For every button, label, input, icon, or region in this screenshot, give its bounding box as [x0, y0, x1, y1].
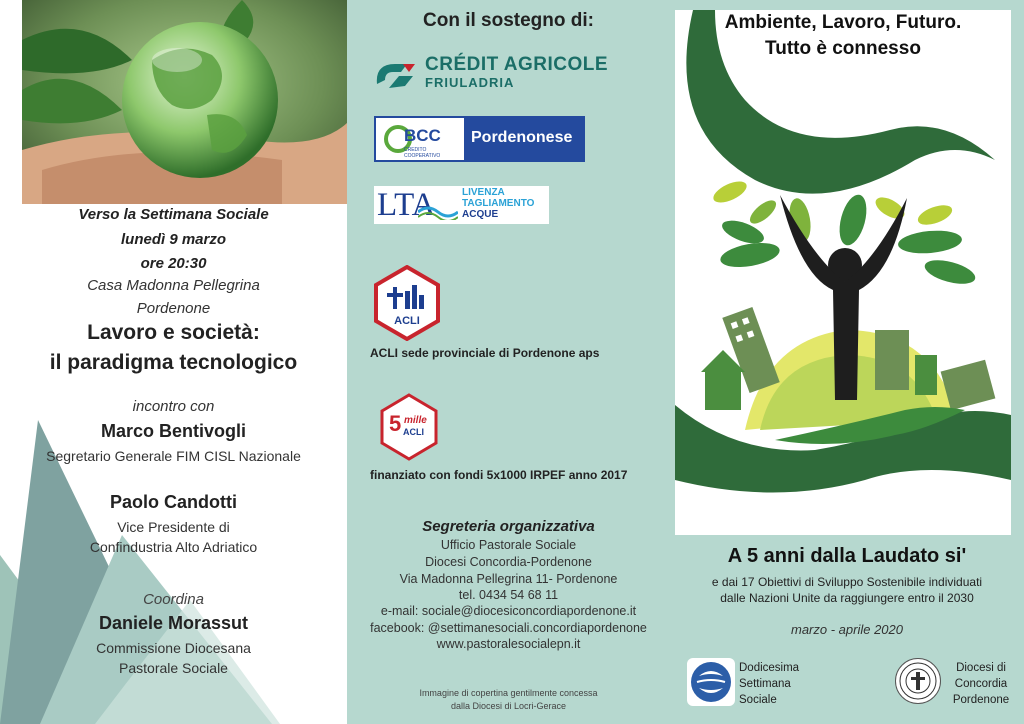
- diocesi-text: [946, 660, 1016, 708]
- credit-agricole-name: CRÉDIT AGRICOLE: [425, 54, 609, 75]
- credit-agricole-logo: [373, 52, 643, 94]
- acli-logo: [374, 265, 440, 341]
- acli-caption: ACLI sede provinciale di Pordenone aps: [370, 346, 600, 360]
- diocesi-line1: Diocesi di: [956, 662, 1006, 674]
- lta-text: LTA: [377, 187, 436, 223]
- event-city: Pordenone: [136, 300, 211, 317]
- diocesi-seal-logo: [895, 658, 941, 704]
- event-title-line1: Lavoro e società:: [87, 321, 260, 344]
- acli-badge-text: ACLI: [394, 315, 420, 327]
- bcc-logo-white: [376, 118, 464, 160]
- cover-artwork: [675, 10, 1011, 535]
- five-mille-word: mille: [404, 415, 427, 426]
- event-place: Casa Madonna Pellegrina: [87, 277, 260, 294]
- event-title-line2: il paradigma tecnologico: [49, 351, 298, 374]
- secretary-title: Segreteria organizzativa: [422, 518, 595, 535]
- five-mille-caption: finanziato con fondi 5x1000 IRPEF anno 2017: [370, 468, 628, 482]
- description-line1: e dai 17 Obiettivi di Sviluppo Sostenibile individuati: [711, 575, 983, 589]
- bcc-sub: CREDITO COOPERATIVO: [404, 147, 441, 159]
- middle-panel: [347, 0, 670, 724]
- speaker-2-name: Paolo Candotti: [110, 492, 237, 512]
- intro-text: Verso la Settimana Sociale: [78, 206, 269, 223]
- settimana-sociale-icon: [687, 658, 735, 706]
- settimana-sociale-text: [739, 660, 799, 708]
- diocesi-line3: Pordenone: [952, 694, 1010, 706]
- speaker-1-role: Segretario Generale FIM CISL Nazionale: [46, 448, 301, 464]
- secretary-line-4: tel. 0434 54 68 11: [458, 588, 559, 602]
- lta-line3: ACQUE: [462, 209, 499, 220]
- bcc-name: Pordenonese: [471, 129, 573, 146]
- cover-photo-globe: [22, 0, 347, 204]
- sponsor-heading: Con il sostegno di:: [423, 10, 594, 31]
- lta-line2: TAGLIAMENTO: [462, 198, 535, 209]
- settimana-sociale-line1: Dodicesima: [739, 662, 800, 674]
- diocesi-seal-icon: [896, 659, 940, 703]
- image-credit-line1: Immagine di copertina gentilmente concessa: [419, 688, 598, 698]
- credit-agricole-sub: FRIULADRIA: [425, 75, 515, 90]
- coordinator-name: Daniele Morassut: [98, 613, 249, 633]
- secretary-line-1: Ufficio Pastorale Sociale: [440, 538, 577, 552]
- speaker-2-role-line1: Vice Presidente di: [117, 519, 230, 535]
- speaker-2-role-line2: Confindustria Alto Adriatico: [89, 539, 258, 555]
- subtitle: A 5 anni dalla Laudato si': [727, 545, 967, 567]
- left-panel: [0, 0, 347, 724]
- right-panel: [670, 0, 1024, 724]
- secretary-line-2: Diocesi Concordia-Pordenone: [425, 555, 592, 569]
- five-mille-num: 5: [389, 411, 402, 436]
- lta-logo: [374, 186, 549, 224]
- secretary-website: www.pastoralesocialepn.it: [436, 637, 581, 651]
- meeting-with-label: incontro con: [132, 398, 215, 415]
- bcc-logo: [374, 116, 585, 162]
- headline-line1: Ambiente, Lavoro, Futuro.: [724, 12, 962, 33]
- lta-wave-icon: [418, 204, 458, 220]
- bcc-text: BCC: [404, 126, 441, 145]
- secretary-facebook: facebook: @settimanesociali.concordiapordenone: [370, 621, 647, 635]
- settimana-sociale-logo: [687, 658, 735, 706]
- event-time: ore 20:30: [140, 255, 207, 272]
- environment-illustration: [675, 10, 1011, 535]
- event-period: marzo - aprile 2020: [791, 622, 903, 637]
- lta-line1: LIVENZA: [462, 187, 505, 198]
- diocesi-line2: Concordia: [954, 678, 1008, 690]
- event-date: lunedì 9 marzo: [120, 231, 227, 248]
- settimana-sociale-line3: Sociale: [739, 694, 777, 706]
- description-line2: dalle Nazioni Unite da raggiungere entro il 2030: [720, 591, 974, 605]
- coordinator-role-line2: Pastorale Sociale: [119, 660, 228, 676]
- image-credit-line2: dalla Diocesi di Locri-Gerace: [450, 701, 567, 711]
- headline-line2: Tutto è connesso: [765, 38, 921, 59]
- acli-hexagon-icon: [374, 265, 440, 341]
- secretary-line-3: Via Madonna Pellegrina 11- Pordenone: [399, 572, 618, 586]
- speaker-1-name: Marco Bentivogli: [100, 421, 247, 441]
- coordinator-label: Coordina: [143, 591, 204, 608]
- secretary-email: e-mail: sociale@diocesiconcordiapordenone.it: [380, 604, 637, 618]
- coordinator-role-line1: Commissione Diocesana: [96, 640, 251, 656]
- five-mille-acli: ACLI: [403, 427, 424, 437]
- settimana-sociale-line2: Settimana: [739, 678, 791, 690]
- credit-agricole-icon: [373, 56, 417, 92]
- five-mille-logo: [380, 393, 438, 461]
